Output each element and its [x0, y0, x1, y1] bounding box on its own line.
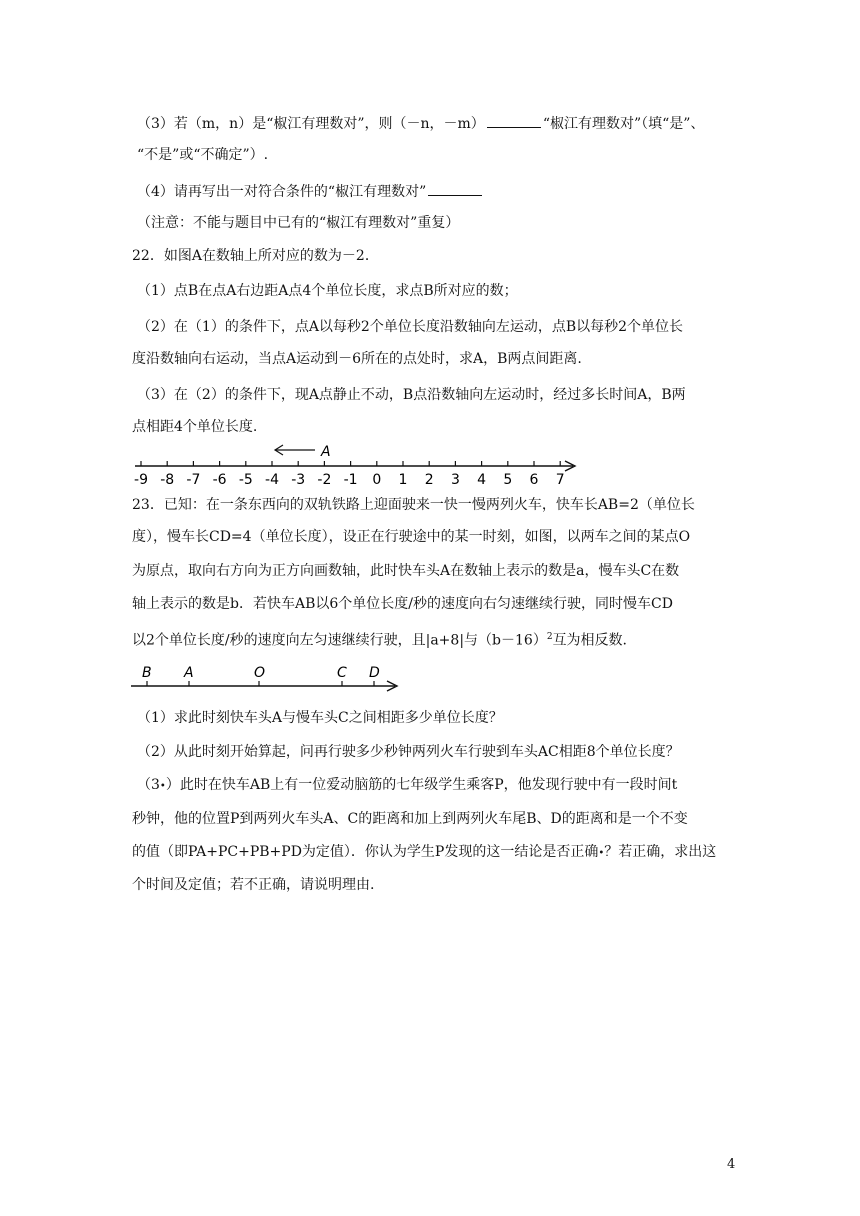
tick-label: 3	[450, 472, 460, 488]
tick-label: -8	[160, 472, 175, 488]
q23-train-figure	[125, 660, 415, 700]
q22-part3-line2: 点相距4个单位长度.	[132, 419, 258, 435]
label-a: A	[184, 665, 194, 681]
q22-stem: 22．如图A在数轴上所对应的数为－2．	[132, 248, 379, 264]
label-d: D	[369, 665, 380, 681]
q23-line2: 度），慢车长CD=4（单位长度），设正在行驶途中的某一时刻，如图，以两车之间的某点O	[132, 529, 691, 545]
tick-label: 2	[424, 472, 434, 488]
tick-label: 1	[398, 472, 408, 488]
tick-label: -1	[343, 472, 358, 488]
q22-part2-line1: （2）在（1）的条件下，点A以每秒2个单位长度沿数轴向左运动，点B以每秒2个单位长	[137, 319, 684, 335]
label-c: C	[337, 665, 347, 681]
label-b: B	[142, 665, 152, 681]
q23-part3-line3: 的值（即PA+PC+PB+PD为定值）．你认为学生P发现的这一结论是否正确•？若正确，求出这	[132, 844, 717, 860]
answer-blank[interactable]	[428, 182, 482, 196]
tick-label: 5	[503, 472, 513, 488]
q23-part3-line4: 个时间及定值；若不正确，请说明理由.	[132, 877, 375, 893]
tick-label: -5	[238, 472, 253, 488]
point-a-label: A	[321, 444, 331, 460]
q21-part4: （4）请再写出一对符合条件的“椒江有理数对”	[137, 182, 484, 201]
q22-part3-line1: （3）在（2）的条件下，现A点静止不动，B点沿数轴向左运动时，经过多长时间A，B两	[137, 387, 686, 403]
tick-label: 7	[555, 472, 565, 488]
q21-note: （注意：不能与题目中已有的“椒江有理数对”重复）	[137, 215, 460, 231]
label-o: O	[254, 665, 266, 681]
q23-line5: 以2个单位长度/秒的速度向左匀速继续行驶，且|a+8|与$(b-16)^2$互为相反数.	[132, 632, 628, 649]
page-number: 4	[727, 1157, 736, 1172]
q23-line4: 轴上表示的数是b．若快车AB以6个单位长度/秒的速度向右匀速继续行驶，同时慢车CD	[132, 596, 673, 612]
tick-label: -2	[317, 472, 332, 488]
answer-blank[interactable]	[487, 114, 541, 128]
tick-label: -4	[265, 472, 279, 488]
q22-part1: （1）点B在点A右边距A点4个单位长度，求点B所对应的数；	[137, 283, 518, 299]
q22-part2-line2: 度沿数轴向右运动，当点A运动到－6所在的点处时，求A，B两点间距离.	[132, 351, 582, 367]
tick-label: -9	[134, 472, 148, 488]
tick-label: -7	[186, 472, 201, 488]
tick-label: 0	[372, 472, 382, 488]
q23-line3: 为原点，取向右方向为正方向画数轴，此时快车头A在数轴上表示的数是a，慢车头C在数	[132, 563, 680, 579]
q22-number-line-figure	[125, 440, 585, 488]
tick-label: 4	[477, 472, 487, 488]
q23-line1: 23．已知：在一条东西向的双轨铁路上迎面驶来一快一慢两列火车，快车长AB=2（单位长	[132, 497, 695, 513]
q23-part3-line1: （3•）此时在快车AB上有一位爱动脑筋的七年级学生乘客P，他发现行驶中有一段时间t	[137, 777, 678, 793]
q21-part3-line1: （3）若（m，n）是“椒江有理数对”，则（－n，－m） “椒江有理数对”（填“是”、	[137, 116, 705, 132]
q21-part3-line2: “不是”或“不确定”）.	[137, 147, 269, 163]
q23-part2: （2）从此时刻开始算起，问再行驶多少秒钟两列火车行驶到车头AC相距8个单位长度？	[137, 744, 680, 760]
tick-label: 6	[529, 472, 539, 488]
tick-label: -6	[212, 472, 227, 488]
tick-label: -3	[291, 472, 306, 488]
q23-part3-line2: 秒钟，他的位置P到两列火车头A、C的距离和加上到两列火车尾B、D的距离和是一个不变	[132, 811, 688, 827]
q23-part1: （1）求此时刻快车头A与慢车头C之间相距多少单位长度？	[137, 710, 503, 726]
